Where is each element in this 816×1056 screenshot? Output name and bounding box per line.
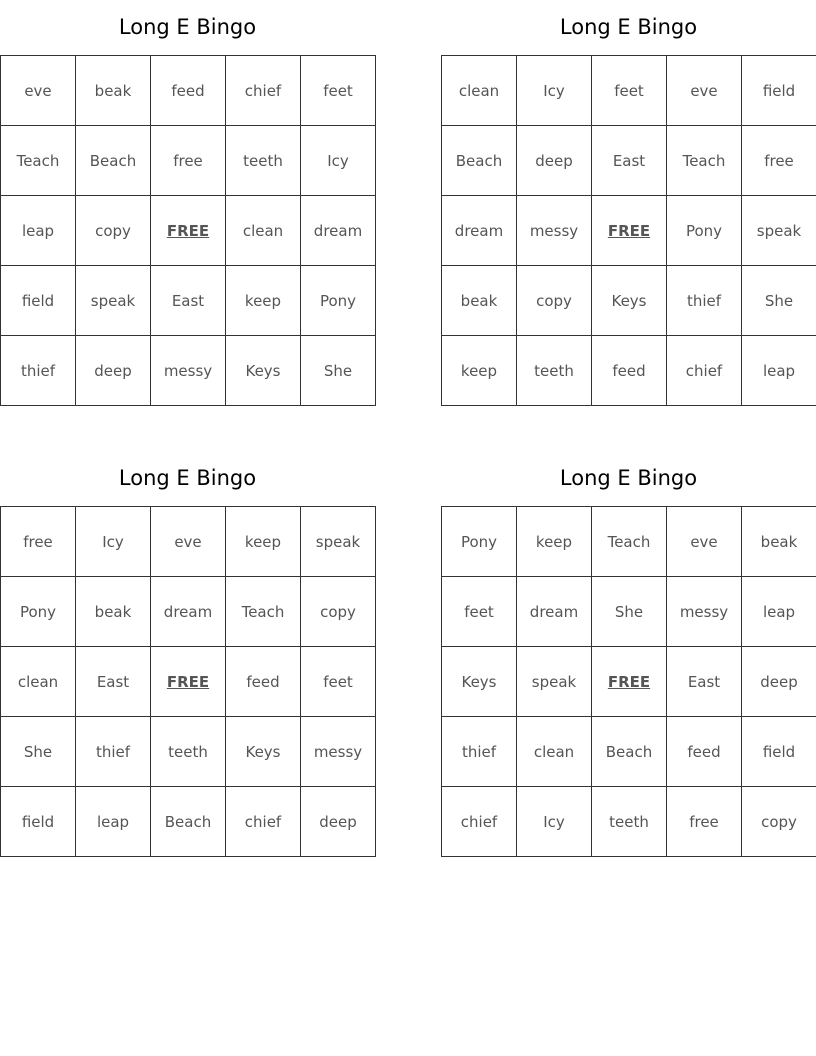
grid-cell: copy <box>517 266 592 336</box>
grid-row <box>1 647 376 717</box>
grid-cell: Teach <box>667 126 742 196</box>
grid-row <box>1 266 376 336</box>
grid-cell: Beach <box>442 126 517 196</box>
grid-cell: feed <box>592 336 667 406</box>
grid-row <box>1 577 376 647</box>
grid-cell: eve <box>667 56 742 126</box>
grid-cell: feed <box>226 647 301 717</box>
grid-cell: keep <box>226 507 301 577</box>
grid-cell: clean <box>442 56 517 126</box>
grid-cell: leap <box>1 196 76 266</box>
grid-cell: leap <box>742 336 816 406</box>
grid-row <box>442 787 816 857</box>
grid-cell: thief <box>442 717 517 787</box>
grid-cell: feed <box>151 56 226 126</box>
grid-cell: Keys <box>442 647 517 717</box>
grid-cell: East <box>76 647 151 717</box>
card-title: Long E Bingo <box>118 15 257 39</box>
grid-cell: speak <box>76 266 151 336</box>
grid-cell: deep <box>76 336 151 406</box>
grid-cell: Keys <box>226 336 301 406</box>
grid-row <box>442 717 816 787</box>
grid-cell: field <box>742 56 816 126</box>
grid-cell: Keys <box>592 266 667 336</box>
grid-cell: messy <box>667 577 742 647</box>
grid-cell: Teach <box>226 577 301 647</box>
card-title: Long E Bingo <box>559 15 698 39</box>
grid-row <box>1 507 376 577</box>
grid-cell: messy <box>301 717 376 787</box>
grid-cell: thief <box>1 336 76 406</box>
free-space-cell: FREE <box>151 196 226 266</box>
grid-cell: copy <box>742 787 816 857</box>
grid-cell: Pony <box>667 196 742 266</box>
grid-row <box>442 126 816 196</box>
grid-cell: Icy <box>76 507 151 577</box>
bingo-card-1 <box>0 0 375 406</box>
grid-cell: Teach <box>592 507 667 577</box>
grid-cell: field <box>1 787 76 857</box>
grid-cell: leap <box>742 577 816 647</box>
grid-cell: beak <box>442 266 517 336</box>
grid-cell: keep <box>226 266 301 336</box>
grid-cell: clean <box>226 196 301 266</box>
grid-cell: speak <box>517 647 592 717</box>
grid-cell: keep <box>442 336 517 406</box>
grid-cell: dream <box>301 196 376 266</box>
free-space-cell: FREE <box>151 647 226 717</box>
bingo-card-4 <box>441 451 816 857</box>
grid-cell: She <box>592 577 667 647</box>
grid-row <box>442 336 816 406</box>
grid-cell: Beach <box>151 787 226 857</box>
bingo-card-3 <box>0 451 375 857</box>
grid-row <box>442 196 816 266</box>
grid-cell: free <box>742 126 816 196</box>
grid-cell: keep <box>517 507 592 577</box>
grid-row <box>1 126 376 196</box>
grid-cell: feed <box>667 717 742 787</box>
grid-cell: teeth <box>517 336 592 406</box>
grid-cell: Pony <box>442 507 517 577</box>
grid-cell: clean <box>517 717 592 787</box>
grid-cell: East <box>592 126 667 196</box>
grid-row <box>1 717 376 787</box>
grid-cell: beak <box>742 507 816 577</box>
grid-cell: eve <box>151 507 226 577</box>
grid-cell: She <box>1 717 76 787</box>
grid-cell: dream <box>517 577 592 647</box>
grid-cell: eve <box>1 56 76 126</box>
free-space-cell: FREE <box>592 647 667 717</box>
grid-cell: leap <box>76 787 151 857</box>
bingo-grid <box>0 55 376 406</box>
card-title: Long E Bingo <box>118 466 257 490</box>
grid-cell: dream <box>151 577 226 647</box>
grid-cell: Icy <box>517 787 592 857</box>
grid-row <box>442 577 816 647</box>
grid-cell: Pony <box>301 266 376 336</box>
grid-cell: Beach <box>76 126 151 196</box>
grid-cell: Pony <box>1 577 76 647</box>
grid-cell: field <box>742 717 816 787</box>
grid-row <box>1 196 376 266</box>
grid-cell: free <box>151 126 226 196</box>
grid-cell: deep <box>742 647 816 717</box>
grid-cell: deep <box>517 126 592 196</box>
grid-cell: beak <box>76 577 151 647</box>
bingo-grid <box>441 55 816 406</box>
grid-cell: speak <box>301 507 376 577</box>
grid-cell: East <box>667 647 742 717</box>
grid-cell: clean <box>1 647 76 717</box>
bingo-card-2 <box>441 0 816 406</box>
grid-cell: chief <box>226 787 301 857</box>
grid-cell: Icy <box>517 56 592 126</box>
grid-cell: messy <box>151 336 226 406</box>
grid-cell: field <box>1 266 76 336</box>
grid-row <box>442 647 816 717</box>
grid-cell: copy <box>301 577 376 647</box>
grid-cell: Icy <box>301 126 376 196</box>
free-space-cell: FREE <box>592 196 667 266</box>
grid-cell: free <box>1 507 76 577</box>
grid-cell: chief <box>667 336 742 406</box>
grid-cell: teeth <box>226 126 301 196</box>
grid-cell: feet <box>442 577 517 647</box>
grid-cell: She <box>742 266 816 336</box>
grid-cell: dream <box>442 196 517 266</box>
grid-cell: thief <box>76 717 151 787</box>
grid-cell: She <box>301 336 376 406</box>
grid-cell: feet <box>301 56 376 126</box>
grid-row <box>1 336 376 406</box>
card-title: Long E Bingo <box>559 466 698 490</box>
grid-cell: thief <box>667 266 742 336</box>
grid-cell: free <box>667 787 742 857</box>
grid-cell: feet <box>592 56 667 126</box>
grid-cell: chief <box>226 56 301 126</box>
grid-cell: teeth <box>151 717 226 787</box>
grid-cell: feet <box>301 647 376 717</box>
bingo-grid <box>0 506 376 857</box>
grid-cell: speak <box>742 196 816 266</box>
grid-row <box>442 507 816 577</box>
grid-cell: messy <box>517 196 592 266</box>
grid-row <box>442 56 816 126</box>
grid-cell: beak <box>76 56 151 126</box>
grid-cell: Keys <box>226 717 301 787</box>
grid-cell: chief <box>442 787 517 857</box>
grid-cell: eve <box>667 507 742 577</box>
grid-cell: teeth <box>592 787 667 857</box>
grid-cell: Beach <box>592 717 667 787</box>
grid-row <box>1 56 376 126</box>
grid-cell: East <box>151 266 226 336</box>
grid-cell: Teach <box>1 126 76 196</box>
grid-row <box>442 266 816 336</box>
grid-row <box>1 787 376 857</box>
bingo-grid <box>441 506 816 857</box>
grid-cell: deep <box>301 787 376 857</box>
grid-cell: copy <box>76 196 151 266</box>
